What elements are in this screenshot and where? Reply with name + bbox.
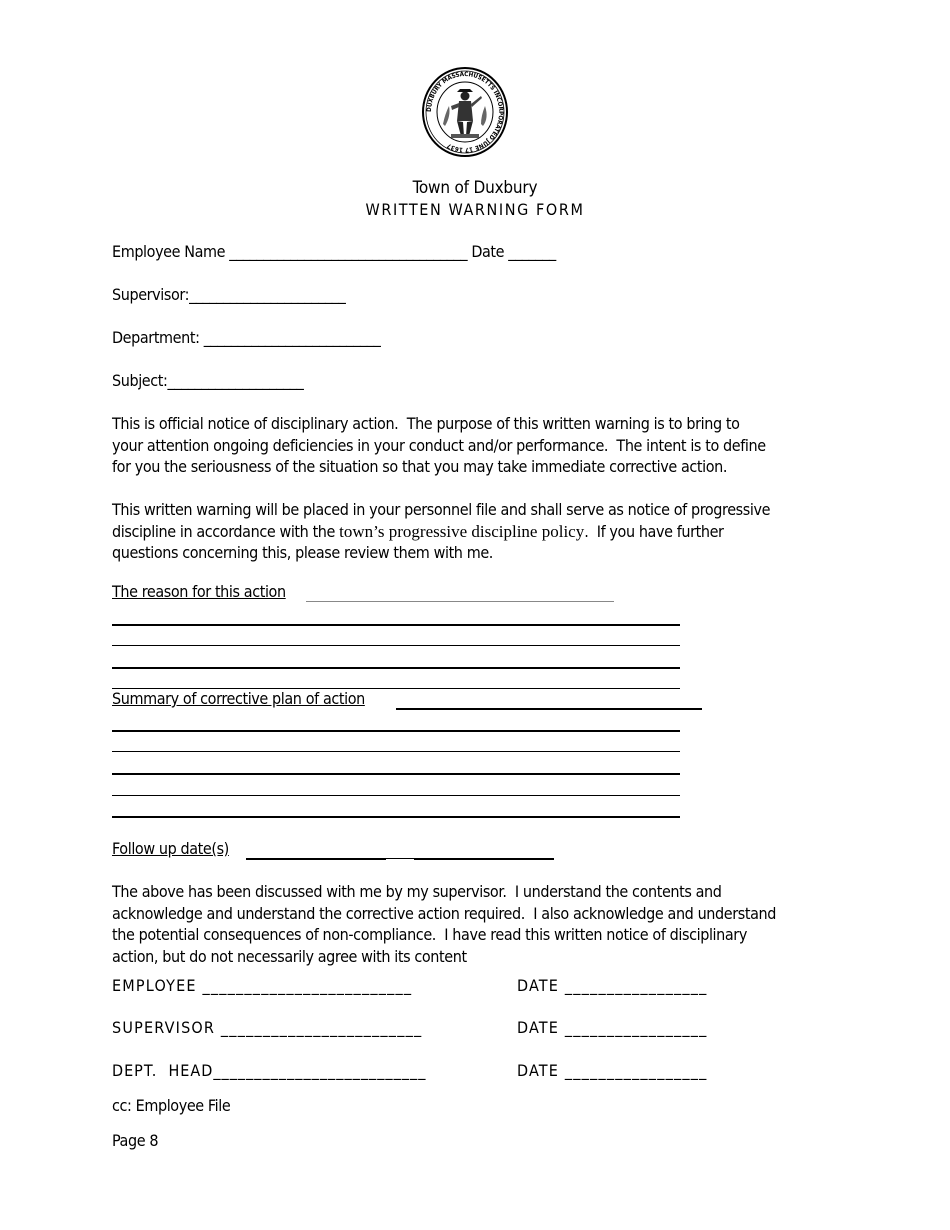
supervisor-signature-field[interactable]: SUPERVISOR ________________________ xyxy=(112,1018,423,1037)
policy-line: This written warning will be placed in your personnel file and shall serve as notice of progressive xyxy=(112,500,771,519)
dept-head-date-field[interactable]: DATE _________________ xyxy=(517,1061,708,1080)
reason-line[interactable] xyxy=(112,645,680,646)
employee-name-date-field[interactable]: Employee Name ___________________________________ Date _______ xyxy=(112,242,556,261)
employee-signature-field[interactable]: EMPLOYEE _________________________ xyxy=(112,976,413,995)
followup-label: Follow up date(s) xyxy=(112,839,229,858)
dept-head-signature-field[interactable]: DEPT. HEAD__________________________ xyxy=(112,1061,427,1080)
ack-line: action, but do not necessarily agree with its content xyxy=(112,946,467,966)
policy-line: questions concerning this, please review them with me. xyxy=(112,543,493,562)
town-seal-icon xyxy=(421,66,509,158)
summary-blank[interactable] xyxy=(396,708,702,710)
seal-text: DUXBURY MASSACHUSETTS INCORPORATED JUNE 17 1637 xyxy=(425,70,505,154)
page-number: Page 8 xyxy=(112,1131,159,1150)
followup-date-blank[interactable] xyxy=(414,858,554,860)
supervisor-date-field[interactable]: DATE _________________ xyxy=(517,1018,708,1037)
summary-line[interactable] xyxy=(112,730,680,732)
notice-line: This is official notice of disciplinary action. The purpose of this written warning is to bring to xyxy=(112,414,740,433)
reason-blank[interactable] xyxy=(306,601,614,602)
policy-text: . If you have further xyxy=(584,521,724,541)
reason-line[interactable] xyxy=(112,624,680,626)
notice-line: your attention ongoing deficiencies in your conduct and/or performance. The intent is to define xyxy=(112,435,766,455)
notice-line: for you the seriousness of the situation so that you may take immediate corrective action. xyxy=(112,457,728,476)
ack-line: acknowledge and understand the corrective action required. I also acknowledge and understand xyxy=(112,903,776,923)
reason-label: The reason for this action xyxy=(112,582,286,601)
policy-text: discipline in accordance with the xyxy=(112,521,340,541)
form-title: WRITTEN WARNING FORM xyxy=(365,200,585,219)
summary-label: Summary of corrective plan of action xyxy=(112,689,365,708)
policy-line xyxy=(112,521,724,543)
ack-line: The above has been discussed with me by my supervisor. I understand the contents and xyxy=(112,882,722,901)
followup-date-blank[interactable] xyxy=(246,858,386,860)
summary-line[interactable] xyxy=(112,751,680,752)
town-title: Town of Duxbury xyxy=(412,178,538,198)
cc-note: cc: Employee File xyxy=(112,1096,231,1115)
reason-line[interactable] xyxy=(112,667,680,669)
followup-underline xyxy=(386,858,414,859)
summary-line[interactable] xyxy=(112,816,680,818)
summary-line[interactable] xyxy=(112,795,680,796)
summary-line[interactable] xyxy=(112,773,680,775)
supervisor-field[interactable]: Supervisor:_______________________ xyxy=(112,285,346,304)
employee-date-field[interactable]: DATE _________________ xyxy=(517,976,708,995)
department-field[interactable]: Department: __________________________ xyxy=(112,328,381,347)
ack-line: the potential consequences of non-compliance. I have read this written notice of disciplinary xyxy=(112,925,747,944)
policy-name: town’s progressive discipline policy xyxy=(339,521,585,541)
subject-field[interactable]: Subject:____________________ xyxy=(112,371,304,390)
